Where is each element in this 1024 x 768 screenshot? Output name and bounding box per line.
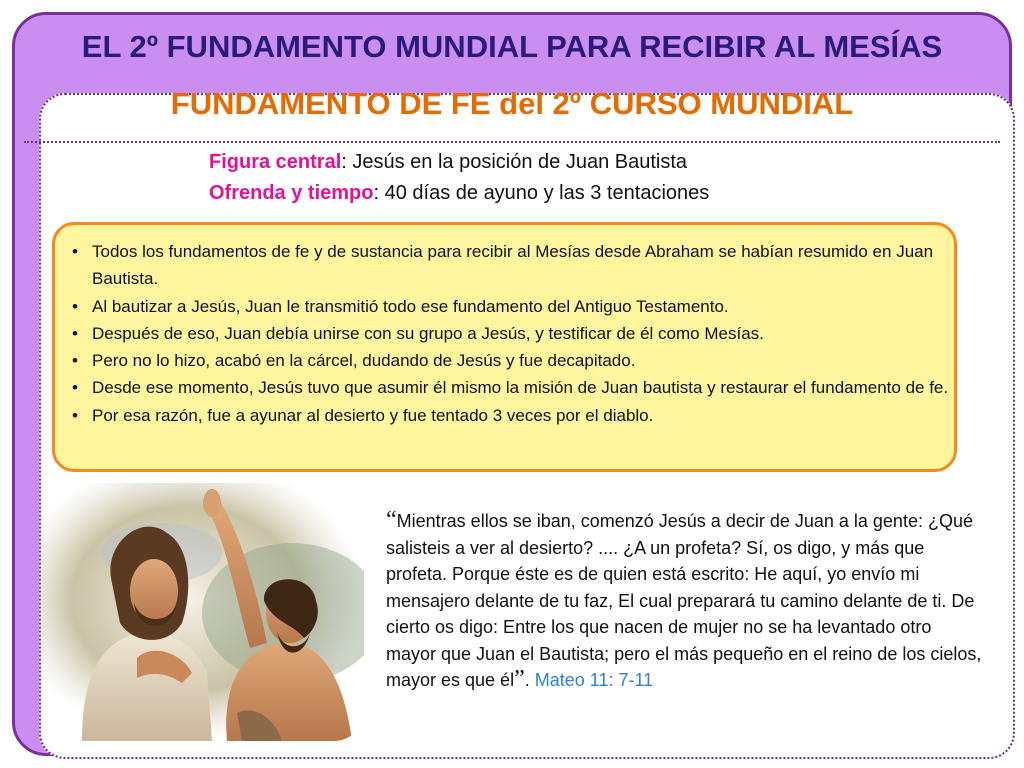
- baptism-illustration-icon: [42, 483, 364, 741]
- list-item: • Por esa razón, fue a ayunar al desierto y fue tentado 3 veces por el diablo.: [72, 405, 654, 425]
- central-figure-line: [209, 151, 687, 174]
- list-item: • Después de eso, Juan debía unirse con su grupo a Jesús, y testificar de él como Mesías.: [72, 323, 764, 343]
- central-figure-label: Figura central: [209, 151, 342, 173]
- list-item: • Al bautizar a Jesús, Juan le transmitió todo ese fundamento del Antiguo Testamento.: [72, 296, 729, 316]
- quote-open-mark: “: [386, 507, 397, 533]
- list-item: • Desde ese momento, Jesús tuvo que asumir él mismo la misión de Juan bautista y restaurar el fundamento de fe.: [72, 378, 949, 398]
- quote-punctuation: .: [524, 670, 535, 690]
- central-figure-value: : Jesús en la posición de Juan Bautista: [341, 151, 688, 173]
- summary-list: [72, 238, 952, 429]
- scripture-quote: [386, 508, 986, 694]
- dotted-divider: [24, 141, 1000, 143]
- list-item: • Pero no lo hizo, acabó en la cárcel, dudando de Jesús y fue decapitado.: [72, 351, 636, 371]
- main-title: EL 2º FUNDAMENTO MUNDIAL PARA RECIBIR AL MESÍAS: [81, 29, 943, 64]
- offering-label: Ofrenda y tiempo: [209, 182, 374, 204]
- quote-text: Mientras ellos se iban, comenzó Jesús a decir de Juan a la gente: ¿Qué salisteis a ver al desierto? .... ¿A un profeta? Sí, os digo, y más que profeta. Porque éste es de quien está escrito: He aquí, yo envío mi mensajero delante de tu faz, El cual preparará tu camino delante de ti. De cierto os digo: Entre los que nacen de mujer no se ha levantado otro mayor que Juan el Bautista; pero el más pequeño en el reino de los cielos, mayor es que él: [386, 511, 982, 690]
- baptism-illustration: [42, 483, 364, 741]
- list-item: • Todos los fundamentos de fe y de sustancia para recibir al Mesías desde Abraham se habían resumido en Juan Bautista.: [72, 242, 934, 289]
- offering-line: [209, 182, 709, 205]
- scripture-reference: Mateo 11: 7-11: [534, 670, 654, 690]
- subtitle: FUNDAMENTO DE FE del 2º CURSO MUNDIAL: [170, 86, 854, 121]
- quote-close-mark: ”: [514, 666, 525, 692]
- offering-value: : 40 días de ayuno y las 3 tentaciones: [373, 182, 710, 204]
